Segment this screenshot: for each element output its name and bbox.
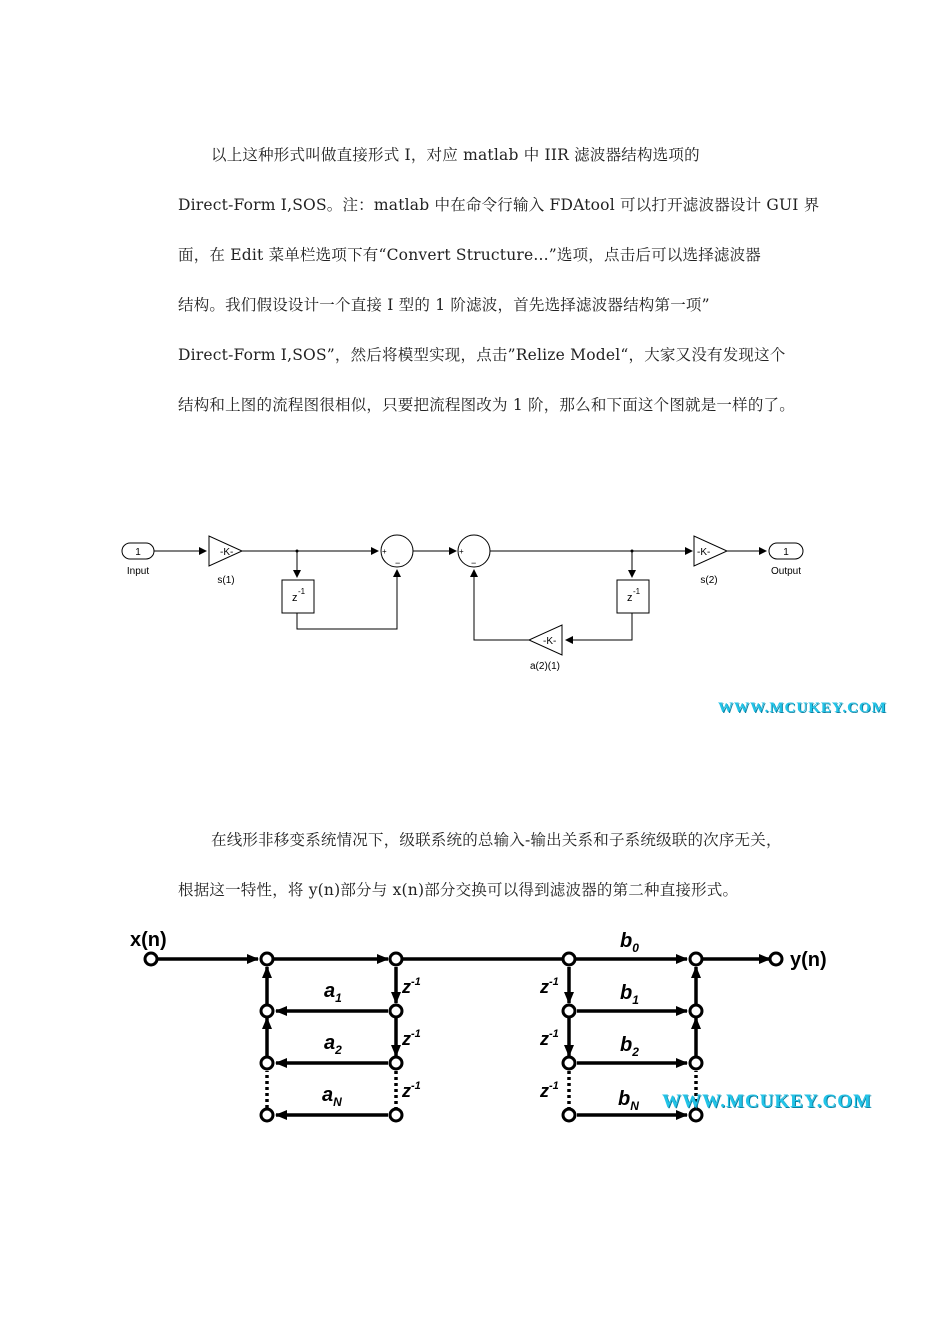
flow-node: [563, 1005, 575, 1017]
gain-label-s1: s(1): [217, 575, 235, 586]
text-line: Direct-Form I,SOS。注：matlab 中在命令行输入 FDAtool 可以打开滤波器设计 GUI 界: [178, 196, 820, 214]
text-line: 根据这一特性，将 y(n)部分与 x(n)部分交换可以得到滤波器的第二种直接形式。: [178, 881, 739, 899]
input-signal-label: x(n): [130, 929, 167, 951]
text-line: 结构。我们假设设计一个直接 I 型的 1 阶滤波，首先选择滤波器结构第一项”: [178, 296, 710, 314]
flow-node: [261, 1005, 273, 1017]
flow-node: [390, 1109, 402, 1121]
gain-glyph: -K-: [697, 547, 711, 558]
flow-node: [770, 953, 782, 965]
delay-block-2: [617, 580, 649, 613]
delay-glyph: z: [292, 592, 298, 604]
text-line: Direct-Form I,SOS”，然后将模型实现，点击”Relize Model“，大家又没有发现这个: [178, 346, 786, 364]
coef-b1: $b_1$: [620, 982, 639, 1007]
simulink-diagram: [0, 520, 950, 690]
coef-a2: $a_2$: [324, 1032, 342, 1057]
coef-a1: $a_1$: [324, 980, 342, 1005]
delay-label: $z^{-1}$: [402, 976, 421, 997]
output-signal-label: y(n): [790, 949, 827, 971]
flow-node: [563, 953, 575, 965]
sum-minus: −: [395, 558, 401, 568]
sum-minus: −: [471, 558, 477, 568]
flow-node: [261, 1057, 273, 1069]
flow-node: [390, 1057, 402, 1069]
text-line: 结构和上图的流程图很相似，只要把流程图改为 1 阶，那么和下面这个图就是一样的了。: [178, 396, 795, 414]
delay-label: $z^{-1}$: [402, 1028, 421, 1049]
input-label: Input: [126, 566, 150, 577]
flow-node: [261, 1109, 273, 1121]
watermark: WWW.MCUKEY.COM: [718, 700, 887, 716]
output-port-number: 1: [783, 547, 789, 558]
flow-node: [690, 953, 702, 965]
delay-exp: -1: [633, 587, 641, 596]
output-label: Output: [770, 566, 802, 577]
text-line: 在线形非移变系统情况下，级联系统的总输入-输出关系和子系统级联的次序无关，: [211, 831, 782, 849]
flow-node: [563, 1057, 575, 1069]
flow-node: [690, 1057, 702, 1069]
delay-exp: -1: [298, 587, 306, 596]
text-line: 以上这种形式叫做直接形式 I，对应 matlab 中 IIR 滤波器结构选项的: [211, 146, 700, 164]
watermark: WWW.MCUKEY.COM: [662, 1091, 872, 1112]
delay-label: $z^{-1}$: [540, 1080, 559, 1101]
flow-node: [145, 953, 157, 965]
gain-label-s2: s(2): [700, 575, 718, 586]
input-port-number: 1: [135, 547, 141, 558]
sum-plus: +: [459, 547, 464, 556]
delay-label: $z^{-1}$: [402, 1080, 421, 1101]
flow-node: [690, 1005, 702, 1017]
delay-glyph: z: [627, 592, 633, 604]
text-line: 面，在 Edit 菜单栏选项下有“Convert Structure...”选项，点击后可以选择滤波器: [178, 246, 761, 264]
coef-b2: $b_2$: [620, 1034, 639, 1059]
flow-node: [390, 1005, 402, 1017]
coef-aN: $a_N$: [322, 1084, 342, 1109]
gain-glyph: -K-: [220, 547, 234, 558]
coef-b0: $b_0$: [620, 930, 639, 955]
flow-node: [390, 953, 402, 965]
delay-label: $z^{-1}$: [540, 976, 559, 997]
flow-node: [261, 953, 273, 965]
delay-block-1: [282, 580, 314, 613]
flow-node: [563, 1109, 575, 1121]
delay-label: $z^{-1}$: [540, 1028, 559, 1049]
sum-plus: +: [382, 547, 387, 556]
coef-bN: $b_N$: [618, 1088, 639, 1113]
gain-glyph: -K-: [543, 636, 557, 647]
gain-label-a21: a(2)(1): [529, 661, 561, 672]
